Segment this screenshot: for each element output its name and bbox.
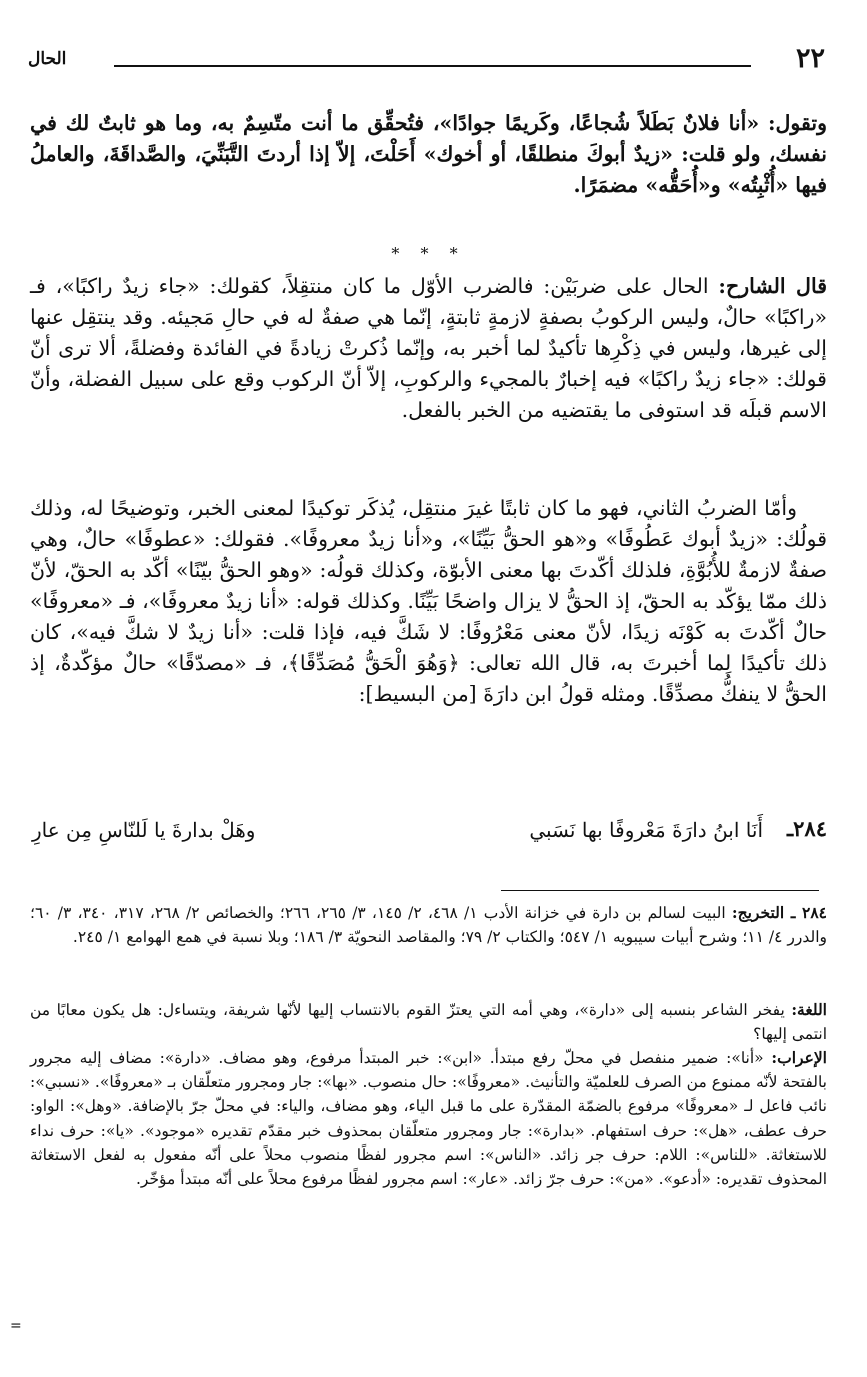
sharh-text-1: الحال على ضربَيْن: فالضرب الأوّل ما كان منتقِلاً، كقولك: «جاء زيدٌ راكبًا»، فـ «راكبًا» حالٌ، وليس الركوبُ بصفةٍ لازمةٍ ثابتةٍ، إنّما هي صفةٌ له في حالِ مَجيئه. وقد ينتقِل عنها إلى غيرها، وليس في ذِكْرِها تأكيدٌ لما أخبر به، وإنّما ذُكرتْ زيادةً في الفائدة وفضلةً، ألا ترى أنّ قولك: «جاء زيدٌ راكبًا» فيه إخبارٌ بالمجيء والركوبِ، إلاّ أنّ الركوب وقع على سبيل الفضلة، وأنّ الاسم قبلَه قد استوفى ما يقتضيه من الخبر بالفعل. xyxy=(30,274,827,422)
footnote-takhrij xyxy=(30,901,827,998)
lugha-text: يفخر الشاعر بنسبه إلى «دارة»، وهي أمه التي يعتزّ القوم بالانتساب إليها لأنّها شريفة، ويتساءل: هل يكون معابًا من انتمى إليها؟ xyxy=(30,1001,827,1044)
verse-second-hemistich: وهَلْ بدارةَ يا لَلنّاسِ مِن عارِ xyxy=(32,818,256,842)
irab-text: «أنا»: ضمير منفصل في محلّ رفع مبتدأ. «ابن»: خبر المبتدأ مرفوع، وهو مضاف. «دارة»: مضاف إليه مجرور بالفتحة لأنّه ممنوع من الصرف للعلميّة والتأنيث. «معروفًا»: حال منصوب. «بها»: جار ومجرور متعلّقان بـ «معروفًا». «نسبي»: نائب فاعل لـ «معروفًا» مرفوع بالضمّة المقدّرة على ما قبل الياء، وهو مضاف، والياء: في محلّ جرّ بالإضافة. «وهل»: الواو: حرف عطف، «هل»: حرف استفهام. «بدارة»: جار ومجرور متعلّقان بمحذوف خبر مقدّم تقديره «موجود». «يا»: حرف نداء للاستغاثة. «للناس»: اللام: حرف جر زائد. «الناس»: اسم مجرور لفظًا منصوب محلاً على أنّه مفعول به لفعل الاستغاثة المحذوف تقديره: «أدعو». «من»: حرف جرّ زائد. «عار»: اسم مجرور لفظًا مرفوع محلاً على أنّه مبتدأ مؤخّر. xyxy=(30,1049,827,1189)
footnote-divider xyxy=(501,890,819,891)
footnotes xyxy=(30,901,827,1312)
main-text xyxy=(30,108,827,851)
lugha-label: اللغة: xyxy=(791,1000,827,1019)
header-rule xyxy=(114,65,751,67)
footnote-irab xyxy=(30,1046,827,1312)
takhrij-label: ٢٨٤ ـ التخريج: xyxy=(731,903,827,922)
chapter-title: الحال xyxy=(28,49,67,69)
sharh-label: قال الشارح: xyxy=(718,274,827,298)
takhrij-text: البيت لسالم بن دارة في خزانة الأدب ١/ ٤٦٨، ٢/ ١٤٥، ٣/ ٢٦٥، ٢٦٦؛ والخصائص ٢/ ٢٦٨، ٣١٧، ٣٤٠، ٣/ ٦٠؛ والدرر ٤/ ١١؛ وشرح أبيات سيبويه ١/ ٥٤٧؛ والكتاب ٢/ ٧٩؛ والمقاصد النحويّة ٣/ ١٨٦؛ وبلا نسبة في همع الهوامع ١/ ٢٤٥. xyxy=(30,904,827,947)
section-separator: * * * xyxy=(391,244,466,263)
sharh-paragraph-1 xyxy=(30,271,827,493)
margin-mark: = xyxy=(10,1318,22,1334)
page-number: ٢٢ xyxy=(795,43,825,74)
footnote-lugha xyxy=(30,998,827,1046)
sharh-paragraph-2: وأمّا الضربُ الثاني، فهو ما كان ثابتًا غيرَ منتقِل، يُذكَر توكيدًا لمعنى الخبر، وتوضيحًا له، وذلك قولُك: «زيدٌ أبوك عَطُوفًا» و«هو الحقُّ بَيِّنًا»، و«أنا زيدٌ معروفًا». فقولك: «عطوفًا» حالٌ، وهي صفةٌ لازمةٌ للأُبُوَّةِ، فلذلك أكّدتَ بها معنى الأبوّة، وكذلك قولُه: «وهو الحقُّ بيّنًا» أكّد به الحقّ، لأنّ ذلك ممّا يؤكّد به الحقّ، إذ الحقُّ لا يزال واضحًا بَيِّنًا. وكذلك قوله: «أنا زيدٌ معروفًا»، فـ «معروفًا» حالٌ أكّدتَ به كَوْنَه زيدًا، لأنّ معنى مَعْرُوفًا: لا شَكَّ فيه، فإذا قلت: «أنا زيدٌ لا شكَّ فيه»، كان ذلك تأكيدًا لِما أخبرتَ به، قال الله تعالى: ﴿وَهُوَ الْحَقُّ مُصَدِّقًا﴾، فـ «مصدّقًا» حالٌ مؤكّدةٌ، إذ الحقُّ لا ينفكُّ مصدِّقًا. ومثله قولُ ابن دارَةَ [من البسيط]: xyxy=(30,496,827,706)
matn-paragraph: وتقول: «أنا فلانٌ بَطَلاً شُجاعًا، وكَريمًا جوادًا»، فتُحقِّق ما أنت متّسِمٌ به، وما هو ثابتٌ لك في نفسك، ولو قلت: «زيدٌ أبوكَ منطلقًا، أو أخوك» أَحَلْتَ، إلاّ إذا أردتَ التَّبَنِّيَ، والصَّداقَةَ، والعاملُ فيها «أُثْبِتُه» و«أُحَقُّه» مضمَرًا. xyxy=(30,111,827,197)
page-header xyxy=(28,42,825,76)
verse-first-hemistich: أَنَا ابنُ دارَةَ مَعْروفًا بها نَسَبي xyxy=(529,818,763,842)
irab-label: الإعراب: xyxy=(771,1048,827,1067)
poetry-verse xyxy=(30,811,827,851)
verse-number: ٢٨٤ـ xyxy=(787,816,827,841)
